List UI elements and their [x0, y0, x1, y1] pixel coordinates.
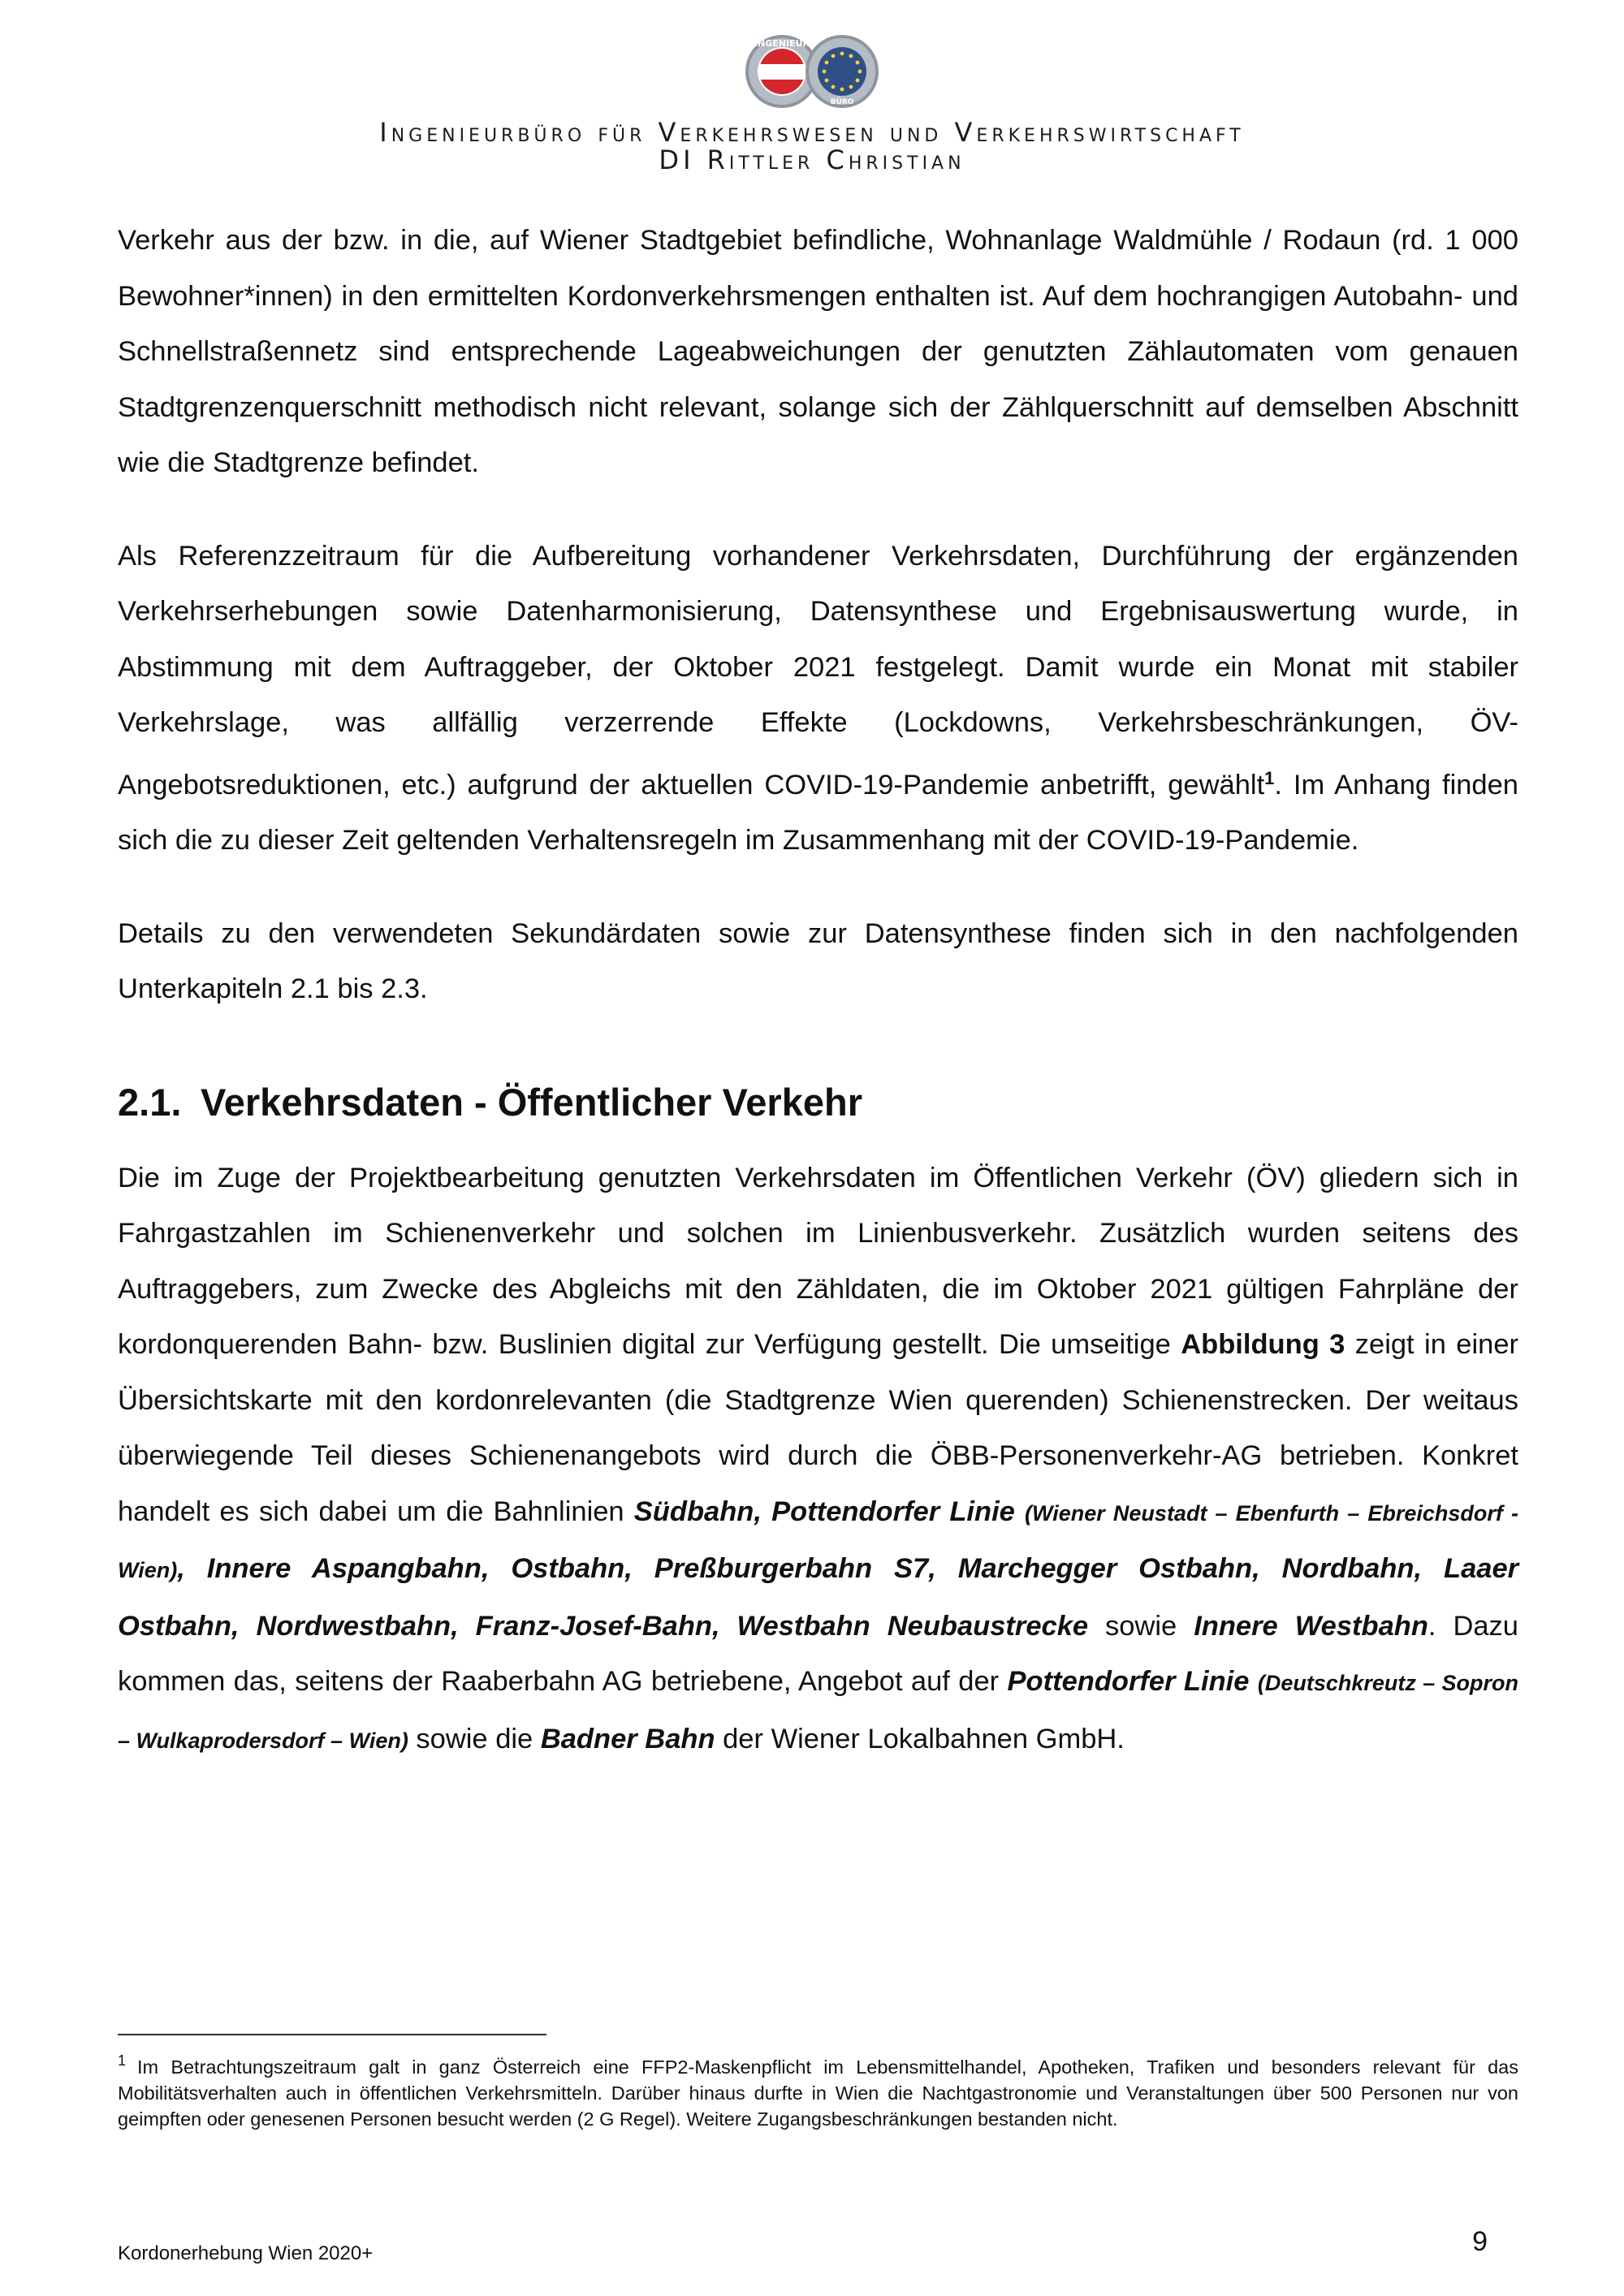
paragraph-2-text-b: . Im Anhang finden sich die zu dieser Zeit geltenden Verhaltensregeln im Zusammenhang mit der COVID-19-Pandemie.: [118, 769, 1518, 856]
company-logo: [735, 32, 889, 110]
paragraph-2: [118, 529, 1518, 869]
page-number: 9: [1472, 2226, 1488, 2257]
footnote-divider: [118, 2034, 546, 2035]
footnote: [118, 2048, 1518, 2132]
separator: ,: [624, 1553, 654, 1584]
rail-line-badner-bahn: Badner Bahn: [540, 1723, 715, 1754]
rail-line-suedbahn: Südbahn: [633, 1495, 754, 1527]
rail-line-nordwestbahn: Nordwestbahn: [256, 1610, 451, 1642]
rail-line-franz-josef-bahn: Franz-Josef-Bahn: [475, 1610, 712, 1642]
footnote-reference[interactable]: 1: [1264, 767, 1275, 788]
separator: ,: [231, 1610, 257, 1642]
rail-line-westbahn-neubaustrecke: Westbahn Neubaustrecke: [736, 1610, 1089, 1642]
rail-line-pottendorfer: Pottendorfer Linie: [771, 1495, 1015, 1527]
paragraph-1: Verkehr aus der bzw. in die, auf Wiener Stadtgebiet befindliche, Wohnanlage Waldmühle / Rodaun (rd. 1 000 Bewohner*innen) in den ermittelten Kordonverkehrsmengen enthalten ist. Auf dem hochrangigen Autobahn- und Schnellstraßennetz sind entsprechende Lageabweichungen der genutzten Zählautomaten vom genauen Stadtgrenzenquerschnitt methodisch nicht relevant, solange sich der Zählquerschnitt auf demselben Abschnitt wie die Stadtgrenze befindet.: [118, 225, 1518, 478]
separator: ,: [1414, 1553, 1445, 1584]
section-heading: [118, 1074, 1518, 1131]
paragraph-2-text-a: Als Referenzzeitraum für die Aufbereitung vorhandener Verkehrsdaten, Durchführung der ergänzenden Verkehrserhebungen sowie Datenharmonisierung, Datensynthese und Ergebnisauswertung wurde, in Abstimmung mit dem Auftraggeber, der Oktober 2021 festgelegt. Damit wurde ein Monat mit stabiler Verkehrslage, was allfällig verzerrende Effekte (Lockdowns, Verkehrsbeschränkungen, ÖV- Angebotsreduktionen, etc.) aufgrund der aktuellen COVID-19-Pandemie anbetrifft, gewählt: [118, 540, 1518, 801]
page-header: [0, 32, 1624, 174]
rail-line-nordbahn: Nordbahn: [1281, 1553, 1415, 1584]
section-title: Verkehrsdaten - Öffentlicher Verkehr: [201, 1080, 862, 1124]
logo-ring-text: INGENIEUR: [754, 38, 810, 49]
rail-line-ostbahn: Ostbahn: [511, 1553, 625, 1584]
rail-line-laaer-ostbahn: Laaer Ostbahn: [118, 1553, 1519, 1642]
separator: ,: [177, 1553, 207, 1584]
section-number: 2.1.: [118, 1080, 182, 1124]
conjunction: sowie: [1088, 1610, 1194, 1642]
firm-name: Ingenieurbüro für Verkehrswesen und Verkehrswirtschaft: [379, 117, 1245, 148]
rail-line-innere-aspangbahn: Innere Aspangbahn: [206, 1553, 482, 1584]
footnote-number: 1: [118, 2052, 127, 2069]
separator: ,: [754, 1495, 772, 1527]
footnote-text: Im Betrachtungszeitraum galt in ganz Österreich eine FFP2-Maskenpflicht im Lebensmittelhandel, Apotheken, Trafiken und besonders relevant für das Mobilitätsverhalten auch in öffentlichen Verkehrsmitteln. Darüber hinaus durfte in Wien die Nachtgastronomie und Veranstaltungen über 500 Personen nur von geimpften oder genesenen Personen besucht werden (2 G Regel). Weitere Zugangsbeschränkungen bestanden nicht.: [118, 2056, 1518, 2130]
paragraph-4-text-b: zeigt in einer Übersichtskarte mit den kordonrelevanten (die Stadtgrenze Wien querenden) Schienenstrecken. Der weitaus überwiegende Teil dieses Schienenangebots wird durch die ÖBB-Personenverkehr-AG betrieben. Konkret handelt es sich dabei um die Bahnlinien: [118, 1329, 1518, 1527]
paragraph-4: [118, 1150, 1518, 1769]
rail-line-pottendorfer-detail-1: (Wiener Neustadt – Ebenfurth – Ebreichsdorf - Wien): [118, 1500, 1518, 1582]
paragraph-4-text-c: . Dazu kommen das, seitens der Raaberbahn AG betriebene, Angebot auf der: [118, 1610, 1518, 1697]
separator: ,: [928, 1553, 958, 1584]
rail-line-pressburgerbahn: Preßburgerbahn S7: [654, 1553, 929, 1584]
paragraph-4-text-a: Die im Zuge der Projektbearbeitung genutzten Verkehrsdaten im Öffentlichen Verkehr (ÖV) gliedern sich in Fahrgastzahlen im Schienenverkehr und solchen im Linienbusverkehr. Zusätzlich wurden seitens des Auftraggebers, zum Zwecke des Abgleichs mit den Zähldaten, die im Oktober 2021 gültigen Fahrpläne der kordonquerenden Bahn- bzw. Buslinien digital zur Verfügung gestellt. Die umseitige: [118, 1162, 1518, 1360]
rail-line-innere-westbahn: Innere Westbahn: [1194, 1610, 1428, 1642]
paragraph-4-text-d: sowie die: [408, 1723, 541, 1754]
rail-line-marchegger-ostbahn: Marchegger Ostbahn: [957, 1553, 1253, 1584]
paragraph-3: Details zu den verwendeten Sekundärdaten sowie zur Datensynthese finden sich in den nachfolgenden Unterkapiteln 2.1 bis 2.3.: [118, 917, 1518, 1004]
logo-bottom-text: BÜRO: [830, 98, 854, 106]
main-content: [118, 213, 1518, 1806]
paragraph-4-text-e: der Wiener Lokalbahnen GmbH.: [715, 1723, 1125, 1754]
separator: ,: [1252, 1553, 1282, 1584]
rail-line-pottendorfer-detail-2: (Deutschkreutz – Sopron – Wulkaprodersdorf – Wien): [118, 1671, 1519, 1753]
rail-line-pottendorfer-raaberbahn: Pottendorfer Linie: [1007, 1666, 1250, 1697]
separator: ,: [451, 1610, 476, 1642]
firm-owner: DI Rittler Christian: [659, 145, 965, 175]
separator: ,: [712, 1610, 737, 1642]
separator: ,: [481, 1553, 512, 1584]
figure-reference[interactable]: Abbildung 3: [1181, 1329, 1345, 1360]
footer-document-title: Kordonerhebung Wien 2020+: [118, 2242, 374, 2264]
